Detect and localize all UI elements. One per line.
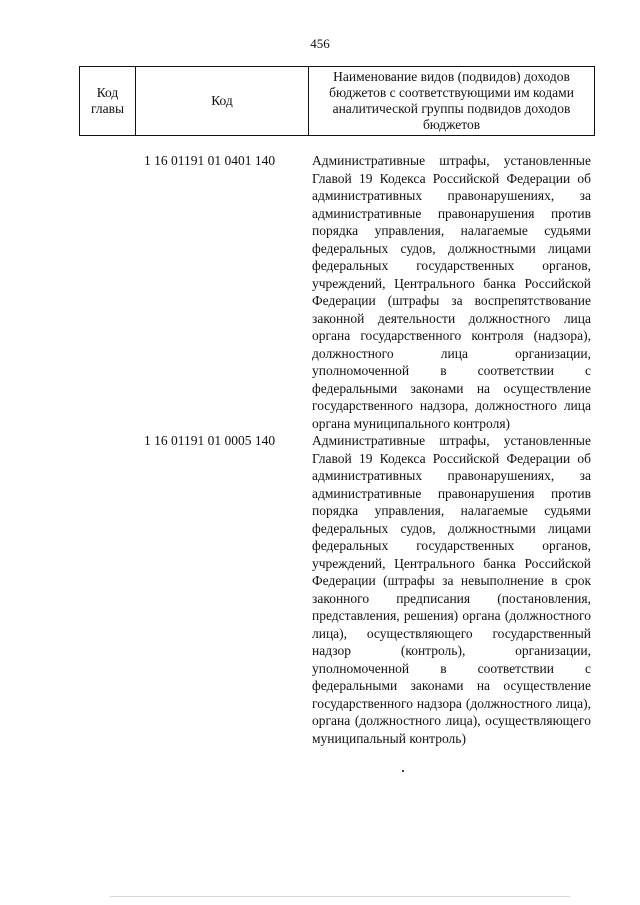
scan-speck bbox=[402, 770, 404, 772]
revenue-name: Административные штрафы, установленные Главой 19 Кодекса Российской Федерации об административных правонарушениях, за административные правонарушения против порядка управления, налагаемые судьями федеральных судов, должностными лицами федеральных государственных органов, учреждений, Центрального банка Российской Федерации (штрафы за невыполнение в срок законного предписания (постановления, представления, решения) органа (должностного лица), осуществляющего государственный надзор (контроль), организации, уполномоченной в соответствии с федеральными законами на осуществление государственного надзора (должностного лица), органа (должностного лица), осуществляющего муниципальный контроль) bbox=[312, 433, 591, 746]
table-row bbox=[79, 432, 595, 747]
revenue-name: Административные штрафы, установленные Главой 19 Кодекса Российской Федерации об административных правонарушениях, за административные правонарушения против порядка управления, налагаемые судьями федеральных судов, должностными лицами федеральных государственных органов, учреждений, Центрального банка Российской Федерации (штрафы за воспрепятствование законной деятельности должностного лица органа государственного контроля (надзора), должностного лица организации, уполномоченной в соответствии с федеральными законами на осуществление государственного надзора, должностного лица органа муниципального контроля) bbox=[312, 153, 591, 431]
scan-edge-line bbox=[110, 896, 570, 897]
table-header-row bbox=[80, 67, 595, 136]
revenue-code: 1 16 01191 01 0005 140 bbox=[144, 433, 276, 448]
table-body bbox=[79, 152, 595, 747]
chapter-code-cell bbox=[79, 432, 134, 747]
table-header bbox=[79, 66, 595, 136]
revenue-code: 1 16 01191 01 0401 140 bbox=[144, 153, 276, 168]
page-number: 456 bbox=[310, 36, 330, 51]
chapter-code-cell bbox=[79, 152, 134, 432]
column-header-chapter-code: Код главы bbox=[80, 67, 136, 136]
column-header-code: Код bbox=[136, 67, 309, 136]
table-row bbox=[79, 152, 595, 432]
column-header-name: Наименование видов (подвидов) доходов бюджетов с соответствующими им кодами аналитической группы подвидов доходов бюджетов bbox=[309, 67, 595, 136]
